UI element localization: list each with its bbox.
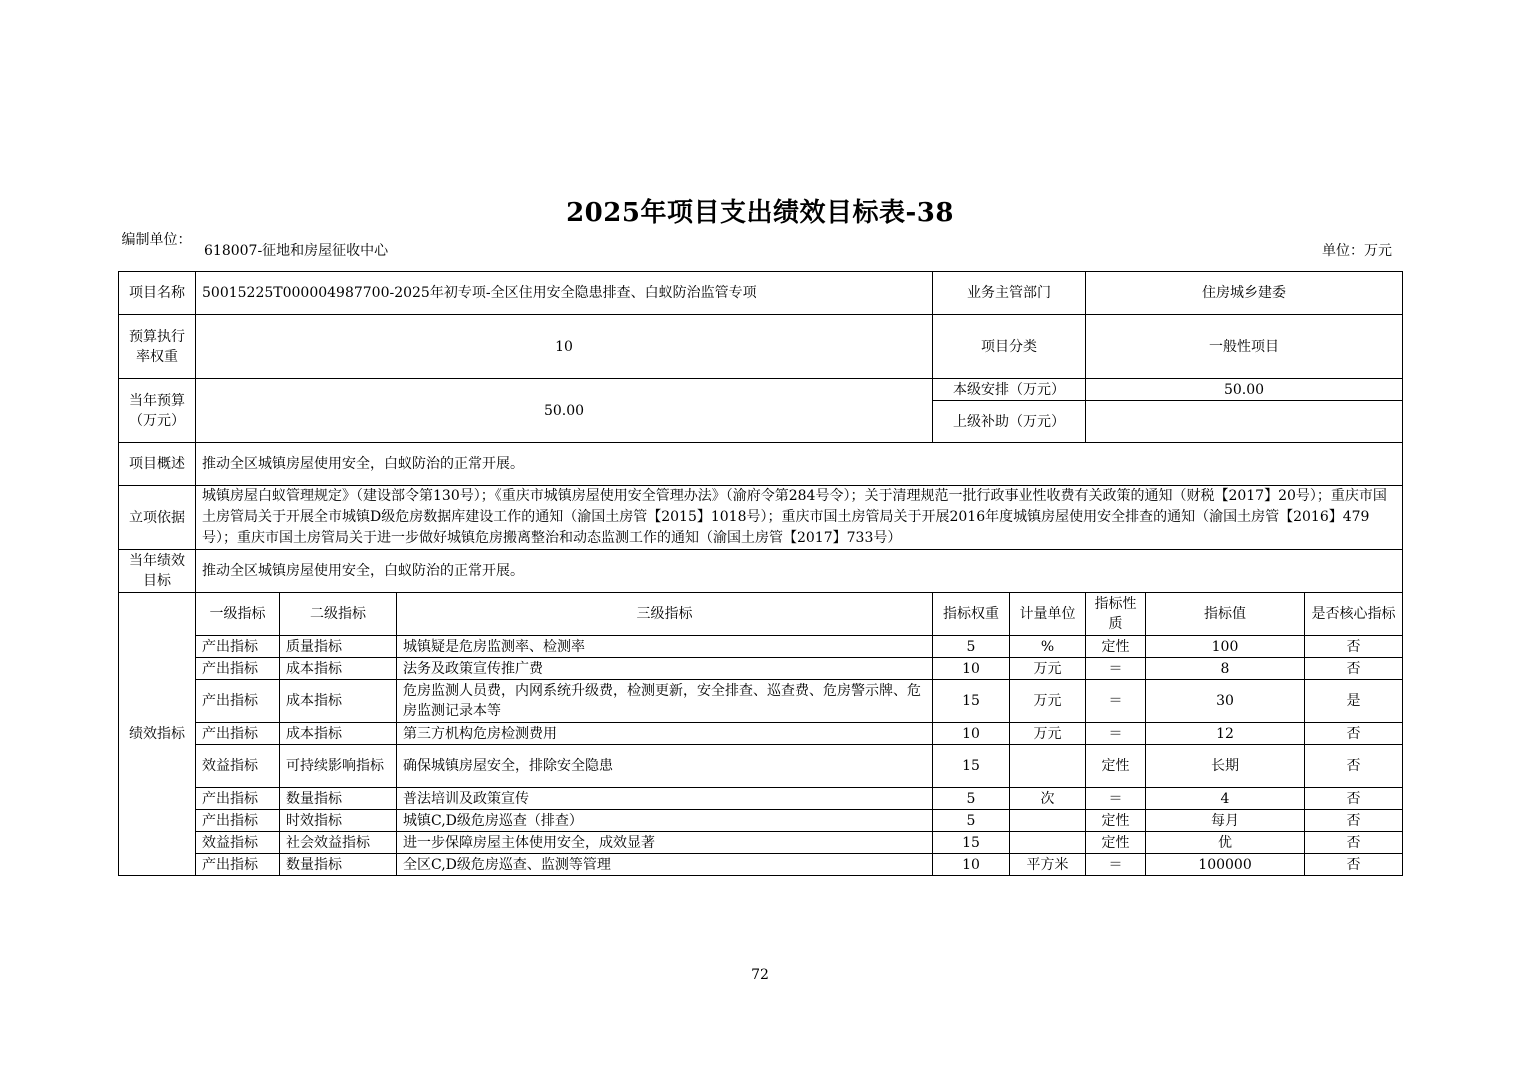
core-cell: 否 xyxy=(1305,658,1403,680)
level2-cell: 成本指标 xyxy=(280,680,397,723)
value-cell: 8 xyxy=(1146,658,1305,680)
weight-value: 10 xyxy=(196,315,933,379)
level1-cell: 产出指标 xyxy=(196,658,280,680)
page-number: 72 xyxy=(751,967,769,983)
value-cell: 长期 xyxy=(1146,745,1305,788)
goal-value: 推动全区城镇房屋使用安全，白蚁防治的正常开展。 xyxy=(196,550,1403,593)
core-cell: 否 xyxy=(1305,636,1403,658)
weight-label: 预算执行率权重 xyxy=(119,315,196,379)
header-level1: 一级指标 xyxy=(196,593,280,636)
nature-cell: 定性 xyxy=(1086,745,1146,788)
level2-cell: 时效指标 xyxy=(280,810,397,832)
nature-cell: 定性 xyxy=(1086,810,1146,832)
org-label: 编制单位： xyxy=(121,232,192,248)
unit-cell: 万元 xyxy=(1010,680,1086,723)
unit-cell xyxy=(1010,745,1086,788)
core-cell: 否 xyxy=(1305,788,1403,810)
nature-cell: ＝ xyxy=(1086,788,1146,810)
level2-cell: 质量指标 xyxy=(280,636,397,658)
weight-cell: 15 xyxy=(933,832,1010,854)
core-cell: 否 xyxy=(1305,854,1403,876)
nature-cell: ＝ xyxy=(1086,680,1146,723)
level2-cell: 可持续影响指标 xyxy=(280,745,397,788)
header-nature: 指标性质 xyxy=(1086,593,1146,636)
level3-cell: 危房监测人员费，内网系统升级费，检测更新，安全排查、巡查费、危房警示牌、危房监测记录本等 xyxy=(397,680,933,723)
unit-label: 单位：万元 xyxy=(1322,243,1392,259)
weight-cell: 10 xyxy=(933,723,1010,745)
unit-cell xyxy=(1010,810,1086,832)
level2-cell: 数量指标 xyxy=(280,854,397,876)
table-row xyxy=(119,658,1403,680)
table-row xyxy=(119,745,1403,788)
weight-cell: 5 xyxy=(933,810,1010,832)
value-cell: 优 xyxy=(1146,832,1305,854)
org-value: 618007-征地和房屋征收中心 xyxy=(204,243,389,259)
unit-cell xyxy=(1010,832,1086,854)
page-title: 2025年项目支出绩效目标表-38 xyxy=(566,198,954,228)
unit-cell: 平方米 xyxy=(1010,854,1086,876)
overview-label: 项目概述 xyxy=(119,443,196,486)
category-label: 项目分类 xyxy=(933,315,1086,379)
nature-cell: 定性 xyxy=(1086,636,1146,658)
header-row xyxy=(118,229,1402,271)
weight-cell: 15 xyxy=(933,745,1010,788)
table-row xyxy=(119,810,1403,832)
dept-label: 业务主管部门 xyxy=(933,272,1086,315)
level2-cell: 成本指标 xyxy=(280,723,397,745)
overview-value: 推动全区城镇房屋使用安全，白蚁防治的正常开展。 xyxy=(196,443,1403,486)
level1-cell: 产出指标 xyxy=(196,636,280,658)
nature-cell: ＝ xyxy=(1086,723,1146,745)
table-row xyxy=(119,854,1403,876)
level1-cell: 效益指标 xyxy=(196,832,280,854)
level3-cell: 第三方机构危房检测费用 xyxy=(397,723,933,745)
value-cell: 12 xyxy=(1146,723,1305,745)
value-cell: 每月 xyxy=(1146,810,1305,832)
header-unit: 计量单位 xyxy=(1010,593,1086,636)
level3-cell: 全区C,D级危房巡查、监测等管理 xyxy=(397,854,933,876)
core-cell: 否 xyxy=(1305,745,1403,788)
level3-cell: 确保城镇房屋安全，排除安全隐患 xyxy=(397,745,933,788)
nature-cell: ＝ xyxy=(1086,854,1146,876)
level1-cell: 产出指标 xyxy=(196,810,280,832)
unit-cell: % xyxy=(1010,636,1086,658)
value-cell: 100000 xyxy=(1146,854,1305,876)
subsidy-label: 上级补助（万元） xyxy=(933,401,1086,443)
basis-label: 立项依据 xyxy=(119,486,196,550)
level3-cell: 法务及政策宣传推广费 xyxy=(397,658,933,680)
budget-value: 50.00 xyxy=(196,379,933,443)
performance-table xyxy=(118,271,1403,876)
level2-cell: 成本指标 xyxy=(280,658,397,680)
core-cell: 否 xyxy=(1305,810,1403,832)
weight-cell: 10 xyxy=(933,658,1010,680)
weight-cell: 5 xyxy=(933,636,1010,658)
table-row xyxy=(119,788,1403,810)
header-level3: 三级指标 xyxy=(397,593,933,636)
local-value: 50.00 xyxy=(1086,379,1403,401)
nature-cell: 定性 xyxy=(1086,832,1146,854)
subsidy-value xyxy=(1086,401,1403,443)
table-row xyxy=(119,680,1403,723)
dept-value: 住房城乡建委 xyxy=(1086,272,1403,315)
project-name-value: 50015225T000004987700-2025年初专项-全区住用安全隐患排查、白蚁防治监管专项 xyxy=(196,272,933,315)
budget-label: 当年预算（万元） xyxy=(119,379,196,443)
indicators-label: 绩效指标 xyxy=(119,593,196,876)
level2-cell: 社会效益指标 xyxy=(280,832,397,854)
table-row xyxy=(119,723,1403,745)
level3-cell: 城镇C,D级危房巡查（排查） xyxy=(397,810,933,832)
level3-cell: 进一步保障房屋主体使用安全，成效显著 xyxy=(397,832,933,854)
level3-cell: 城镇疑是危房监测率、检测率 xyxy=(397,636,933,658)
header-value: 指标值 xyxy=(1146,593,1305,636)
value-cell: 100 xyxy=(1146,636,1305,658)
value-cell: 4 xyxy=(1146,788,1305,810)
unit-cell: 次 xyxy=(1010,788,1086,810)
core-cell: 否 xyxy=(1305,832,1403,854)
level1-cell: 效益指标 xyxy=(196,745,280,788)
local-label: 本级安排（万元） xyxy=(933,379,1086,401)
header-weight: 指标权重 xyxy=(933,593,1010,636)
basis-value: 城镇房屋白蚁管理规定》（建设部令第130号）；《重庆市城镇房屋使用安全管理办法》（渝府令第284号令）；关于清理规范一批行政事业性收费有关政策的通知（财税【2017】20号）；重庆市国土房管局关于开展全市城镇D级危房数据库建设工作的通知（渝国土房管【2015】1018号）；重庆市国土房管局关于开展2016年度城镇房屋使用安全排查的通知（渝国土房管【2016】479号）；重庆市国土房管局关于进一步做好城镇危房搬离整治和动态监测工作的通知（渝国土房管【2017】733号） xyxy=(196,486,1403,550)
level1-cell: 产出指标 xyxy=(196,788,280,810)
weight-cell: 5 xyxy=(933,788,1010,810)
table-row xyxy=(119,636,1403,658)
level1-cell: 产出指标 xyxy=(196,854,280,876)
project-name-label: 项目名称 xyxy=(119,272,196,315)
level1-cell: 产出指标 xyxy=(196,680,280,723)
unit-cell: 万元 xyxy=(1010,658,1086,680)
header-core: 是否核心指标 xyxy=(1305,593,1403,636)
level2-cell: 数量指标 xyxy=(280,788,397,810)
table-row xyxy=(119,832,1403,854)
unit-cell: 万元 xyxy=(1010,723,1086,745)
header-level2: 二级指标 xyxy=(280,593,397,636)
category-value: 一般性项目 xyxy=(1086,315,1403,379)
goal-label: 当年绩效目标 xyxy=(119,550,196,593)
core-cell: 是 xyxy=(1305,680,1403,723)
weight-cell: 15 xyxy=(933,680,1010,723)
level1-cell: 产出指标 xyxy=(196,723,280,745)
level3-cell: 普法培训及政策宣传 xyxy=(397,788,933,810)
weight-cell: 10 xyxy=(933,854,1010,876)
core-cell: 否 xyxy=(1305,723,1403,745)
value-cell: 30 xyxy=(1146,680,1305,723)
nature-cell: ＝ xyxy=(1086,658,1146,680)
